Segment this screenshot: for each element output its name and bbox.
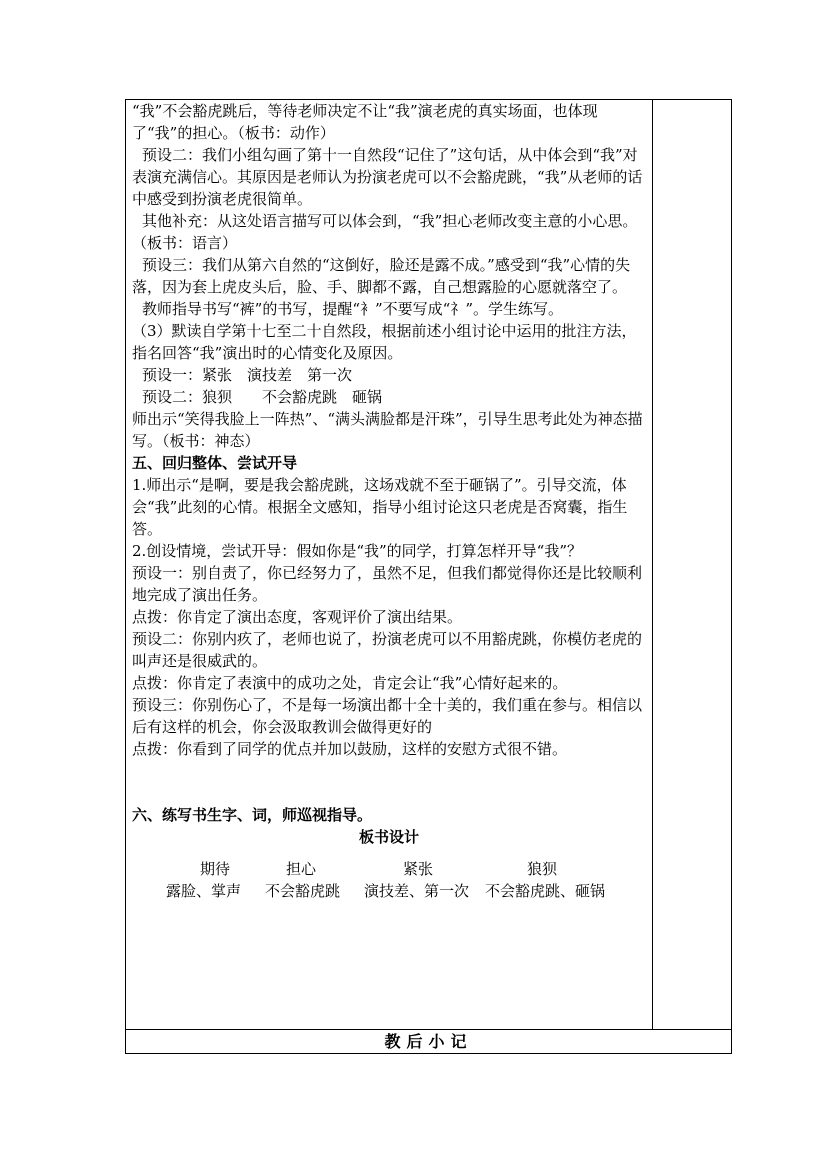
board-emotion-1: 期待 [200, 860, 231, 878]
lesson-content [126, 100, 652, 902]
paragraph: 其他补充：从这处语言描写可以体会到，“我”担心老师改变主意的小心思。（板书：语言） [132, 212, 638, 252]
board-design [132, 858, 646, 902]
paragraph: 2.创设情境，尝试开导：假如你是“我”的同学，打算怎样开导“我”？ [132, 542, 582, 560]
paragraph: 点拨：你肯定了演出态度，客观评价了演出结果。 [132, 608, 463, 626]
paragraph: 预设一：别自责了，你已经努力了，虽然不足，但我们都觉得你还是比较顺利地完成了演出任务。 [132, 564, 643, 604]
blank-space [132, 760, 646, 804]
board-reason-4: 不会豁虎跳、砸锅 [485, 882, 606, 900]
after-class-notes-heading: 教后小记 [126, 1030, 732, 1054]
paragraph: 预设二：你别内疚了，老师也说了，扮演老虎可以不用豁虎跳，你模仿老虎的叫声还是很威武的。 [132, 630, 643, 670]
paragraph: “我”不会豁虎跳后，等待老师决定不让“我”演老虎的真实场面，也体现了“我”的担心。（板书：动作） [132, 102, 598, 142]
board-reason-3: 演技差、第一次 [364, 882, 470, 900]
board-row-reasons [132, 880, 646, 902]
paragraph-list [132, 100, 646, 760]
paragraph: （3）默读自学第十七至二十自然段，根据前述小组讨论中运用的批注方法，指名回答“我”演出时的心情变化及原因。 [132, 322, 637, 362]
board-emotion-2: 担心 [286, 860, 317, 878]
paragraph: 师出示“笑得我脸上一阵热”、“满头满脸都是汗珠”，引导生思考此处为神态描写。（板书：神态） [132, 410, 643, 450]
section-six-heading: 六、练写书生字、词，师巡视指导。 [132, 806, 373, 824]
side-notes-cell [653, 100, 732, 1030]
board-reason-1: 露脸、掌声 [166, 882, 242, 900]
lesson-content-cell [126, 100, 653, 1030]
paragraph: 教师指导书写“裤”的书写，提醒“衤”不要写成“礻”。学生练写。 [142, 300, 564, 318]
paragraph: 预设三：你别伤心了，不是每一场演出都十全十美的，我们重在参与。相信以后有这样的机会，你会汲取教训会做得更好的 [132, 696, 643, 736]
paragraph: 点拨：你看到了同学的优点并加以鼓励，这样的安慰方式很不错。 [132, 740, 568, 758]
board-design-title: 板书设计 [358, 828, 419, 846]
board-reason-2: 不会豁虎跳 [265, 882, 341, 900]
paragraph: 预设二：狼狈 不会豁虎跳 砸锅 [142, 388, 383, 406]
board-emotion-3: 紧张 [403, 860, 434, 878]
board-row-emotions [132, 858, 646, 880]
paragraph: 点拨：你肯定了表演中的成功之处，肯定会让“我”心情好起来的。 [132, 674, 568, 692]
paragraph: 五、回归整体、尝试开导 [132, 454, 298, 472]
paragraph: 预设一：紧张 演技差 第一次 [142, 366, 353, 384]
lesson-plan-table [125, 99, 732, 1054]
paragraph: 1.师出示“是啊，要是我会豁虎跳，这场戏就不至于砸锅了”。引导交流，体会“我”此刻的心情。根据全文感知，指导小组讨论这只老虎是否窝囊，指生答。 [132, 476, 628, 538]
paragraph: 预设三：我们从第六自然的“这倒好，脸还是露不成。”感受到“我”心情的失落，因为套上虎皮头后，脸、手、脚都不露，自己想露脸的心愿就落空了。 [132, 256, 631, 296]
paragraph: 预设二：我们小组勾画了第十一自然段“记住了”这句话，从中体会到“我”对表演充满信心。其原因是老师认为扮演老虎可以不会豁虎跳，“我”从老师的话中感受到扮演老虎很简单。 [132, 146, 643, 208]
board-emotion-4: 狼狈 [527, 860, 558, 878]
